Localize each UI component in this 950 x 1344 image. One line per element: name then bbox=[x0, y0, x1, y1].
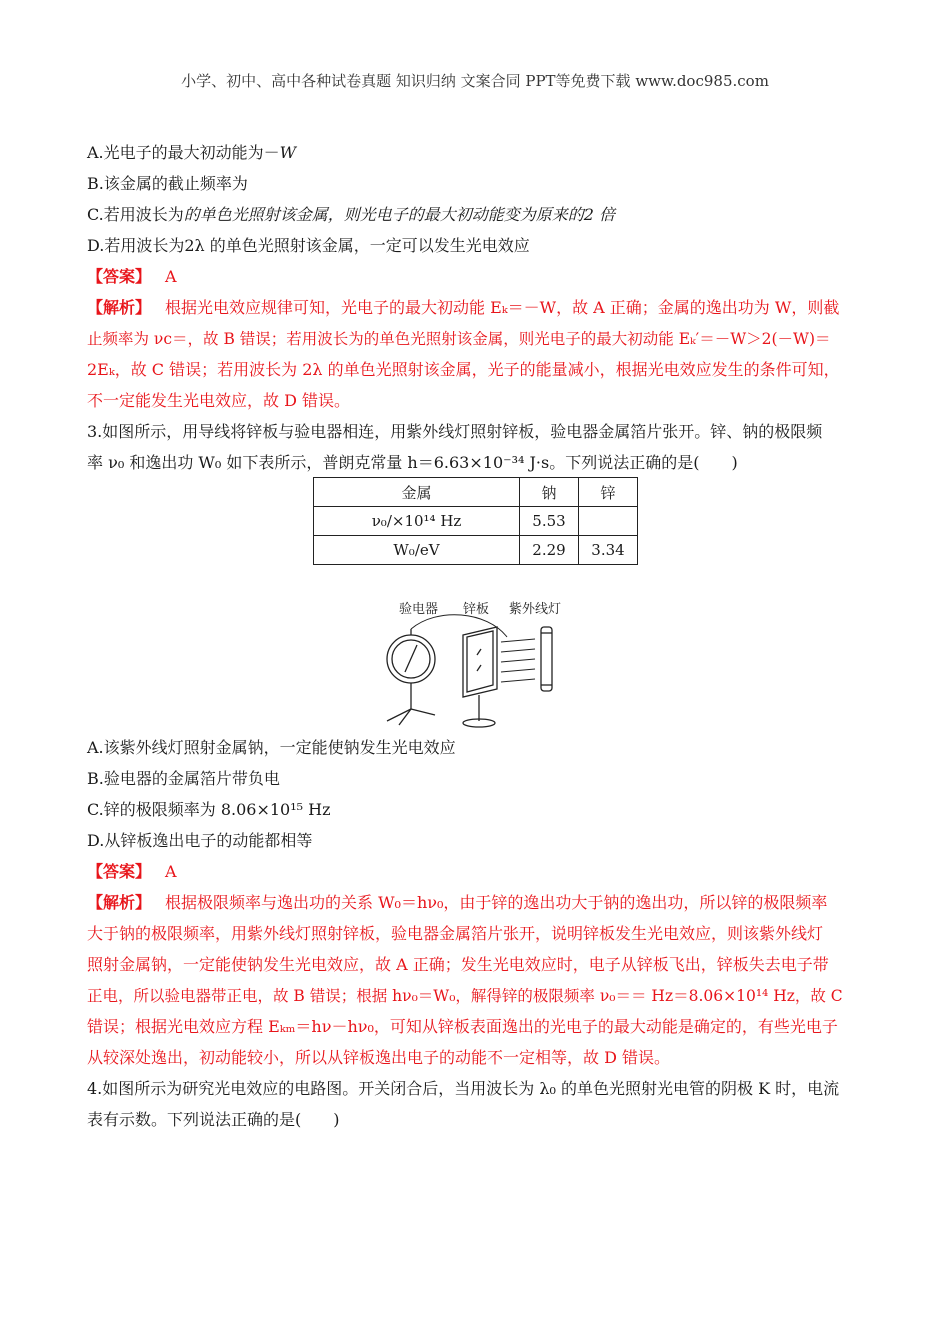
table-cell: 3.34 bbox=[579, 536, 638, 565]
q3-option-a: A.该紫外线灯照射金属钠，一定能使钠发生光电效应 bbox=[87, 738, 456, 757]
q2-option-a: A.光电子的最大初动能为－W bbox=[87, 143, 297, 162]
electroscope-icon bbox=[387, 629, 435, 725]
table-header-cell: 钠 bbox=[520, 478, 579, 507]
table-cell: 2.29 bbox=[520, 536, 579, 565]
label-uv-lamp: 紫外线灯 bbox=[509, 602, 562, 617]
q2-analysis-line-1: 【解析】 根据光电效应规律可知，光电子的最大初动能 Eₖ＝－W，故 A 正确；金属的逸出功为 W，则截 bbox=[87, 298, 840, 317]
label-electroscope: 验电器 bbox=[399, 602, 439, 617]
experiment-figure bbox=[377, 597, 587, 737]
q3-analysis-line-3: 照射金属钠，一定能使钠发生光电效应，故 A 正确；发生光电效应时，电子从锌板飞出，锌板失去电子带 bbox=[87, 955, 829, 974]
table-header-cell: 锌 bbox=[579, 478, 638, 507]
table-row bbox=[314, 507, 638, 536]
q2-option-c: C.若用波长为的单色光照射该金属，则光电子的最大初动能变为原来的2 倍 bbox=[87, 205, 616, 224]
q4-stem-line-2: 表有示数。下列说法正确的是( ) bbox=[87, 1110, 340, 1129]
label-zinc-plate: 锌板 bbox=[463, 602, 490, 617]
uv-light-rays-icon bbox=[501, 639, 535, 682]
table-cell bbox=[579, 507, 638, 536]
q3-analysis-line-4: 正电，所以验电器带正电，故 B 错误；根据 hν₀＝W₀，解得锌的极限频率 ν₀＝＝ Hz＝8.06×10¹⁴ Hz，故 C bbox=[87, 987, 843, 1005]
table-header-cell: 金属 bbox=[314, 478, 520, 507]
q3-analysis-line-2: 大于钠的极限频率，用紫外线灯照射锌板，验电器金属箔片张开，说明锌板发生光电效应，则该紫外线灯 bbox=[87, 924, 824, 943]
uv-lamp-icon bbox=[541, 627, 552, 691]
q4-stem-line-1: 4.如图所示为研究光电效应的电路图。开关闭合后，当用波长为 λ₀ 的单色光照射光电管的阴极 K 时，电流 bbox=[87, 1079, 840, 1098]
q3-stem-line-1: 3.如图所示，用导线将锌板与验电器相连，用紫外线灯照射锌板，验电器金属箔片张开。锌、钠的极限频 bbox=[87, 422, 823, 441]
q3-analysis-line-1: 【解析】 根据极限频率与逸出功的关系 W₀＝hν₀，由于锌的逸出功大于钠的逸出功，所以锌的极限频率 bbox=[87, 893, 828, 912]
table-cell: ν₀/×10¹⁴ Hz bbox=[314, 507, 520, 536]
q2-analysis-line-4: 不一定能发生光电效应，故 D 错误。 bbox=[87, 391, 351, 410]
q3-analysis-line-5: 错误；根据光电效应方程 Eₖₘ＝hν－hν₀，可知从锌板表面逸出的光电子的最大动能是确定的，有些光电子 bbox=[87, 1017, 838, 1036]
q2-answer: 【答案】 A bbox=[87, 267, 177, 286]
table-row bbox=[314, 536, 638, 565]
q3-answer: 【答案】 A bbox=[87, 862, 177, 881]
q3-option-b: B.验电器的金属箔片带负电 bbox=[87, 769, 280, 788]
q2-option-d: D.若用波长为2λ 的单色光照射该金属，一定可以发生光电效应 bbox=[87, 236, 530, 255]
table-cell: 5.53 bbox=[520, 507, 579, 536]
q2-option-b: B.该金属的截止频率为 bbox=[87, 174, 248, 193]
page-header: 小学、初中、高中各种试卷真题 知识归纳 文案合同 PPT等免费下载 www.doc985.com bbox=[181, 72, 769, 90]
table-header-row bbox=[314, 478, 638, 507]
q2-analysis-line-2: 止频率为 νc＝，故 B 错误；若用波长为的单色光照射该金属，则光电子的最大初动能 Eₖ′＝－W＞2(－W)＝ bbox=[87, 330, 831, 348]
metal-data-table bbox=[313, 477, 638, 565]
zinc-plate-icon bbox=[463, 627, 497, 727]
q2-analysis-line-3: 2Eₖ，故 C 错误；若用波长为 2λ 的单色光照射该金属，光子的能量减小，根据光电效应发生的条件可知， bbox=[87, 360, 840, 379]
q3-option-c: C.锌的极限频率为 8.06×10¹⁵ Hz bbox=[87, 800, 331, 819]
table-cell: W₀/eV bbox=[314, 536, 520, 565]
q3-stem-line-2: 率 ν₀ 和逸出功 W₀ 如下表所示，普朗克常量 h＝6.63×10⁻³⁴ J·s。下列说法正确的是( ) bbox=[87, 453, 738, 472]
q3-analysis-line-6: 从较深处逸出，初动能较小，所以从锌板逸出电子的动能不一定相等，故 D 错误。 bbox=[87, 1048, 671, 1067]
q3-option-d: D.从锌板逸出电子的动能都相等 bbox=[87, 831, 313, 850]
